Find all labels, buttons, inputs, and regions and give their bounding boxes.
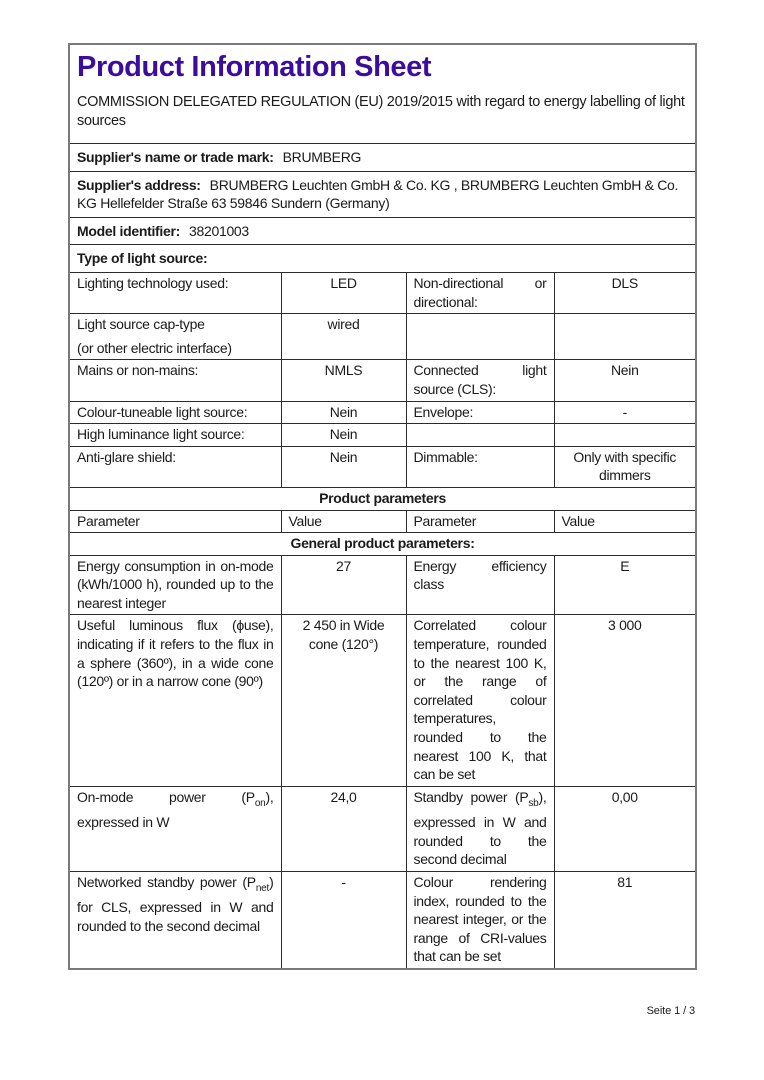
param-label: Dimmable: (406, 446, 554, 487)
page-number: Seite 1 / 3 (646, 1005, 695, 1017)
product-parameters-header-row (69, 487, 696, 510)
row-cap-type (69, 314, 696, 360)
subscript-sb: sb (528, 797, 539, 809)
param-value-empty (554, 424, 696, 447)
param-label: Anti-glare shield: (69, 446, 281, 487)
param-label: High luminance light source: (69, 424, 281, 447)
row-colour-tuneable (69, 401, 696, 424)
param-label-empty (406, 424, 554, 447)
param-value: 27 (281, 555, 406, 615)
param-label-empty (406, 314, 554, 360)
supplier-name-label: Supplier's name or trade mark: (77, 149, 274, 165)
type-of-light-source-label: Type of light source: (77, 250, 208, 267)
param-value: - (554, 401, 696, 424)
param-label: Colour-tuneable light source: (69, 401, 281, 424)
model-identifier-label: Model identifier: (77, 222, 181, 239)
param-label (69, 314, 281, 360)
param-value: NMLS (281, 360, 406, 401)
row-networked-standby (69, 871, 696, 968)
param-value: 3 000 (554, 615, 696, 786)
page-title: Product Information Sheet (77, 51, 432, 83)
subscript-net: net (255, 882, 270, 894)
param-value: 24,0 (281, 786, 406, 871)
param-label: Useful luminous flux (ϕuse), indicating if it refers to the flux in a sphere (360º), in a wide cone (120º) or in a narrow cone (90º) (69, 615, 281, 786)
column-header-parameter: Parameter (69, 510, 281, 533)
param-label: Energy consumption in on-mode (kWh/1000 h), rounded up to the nearest integer (69, 555, 281, 615)
param-value: - (281, 871, 406, 968)
cap-type-line2: (or other electric interface) (77, 339, 232, 356)
supplier-address-value: BRUMBERG Leuchten GmbH & Co. KG , BRUMBERG Leuchten GmbH & Co. KG Hellefelder Straße 63 59846 Sundern (Germany) (77, 176, 679, 212)
supplier-address-row (69, 171, 696, 217)
product-info-table (68, 43, 697, 970)
column-header-parameter: Parameter (406, 510, 554, 533)
param-value: Nein (281, 446, 406, 487)
param-label: On-mode power $(P_{on})$, expressed in W (69, 786, 281, 871)
row-energy-consumption (69, 555, 696, 615)
product-parameters-header: Product parameters (69, 487, 696, 510)
param-value: Nein (281, 424, 406, 447)
row-luminous-flux (69, 615, 696, 786)
param-value: 0,00 (554, 786, 696, 871)
supplier-name-value: BRUMBERG (282, 149, 362, 165)
param-value: Nein (554, 360, 696, 401)
param-value: LED (281, 272, 406, 313)
param-label: Connected light source (CLS): (406, 360, 554, 401)
regulation-subtitle: COMMISSION DELEGATED REGULATION (EU) 2019/2015 with regard to energy labelling of light sources (77, 94, 685, 129)
model-identifier-value: 38201003 (189, 222, 249, 239)
param-label: Envelope: (406, 401, 554, 424)
param-value: Only with specific dimmers (554, 446, 696, 487)
column-header-value: Value (281, 510, 406, 533)
param-label: Lighting technology used: (69, 272, 281, 313)
column-header-row (69, 510, 696, 533)
row-high-luminance (69, 424, 696, 447)
param-label: Non-directional or directional: (406, 272, 554, 313)
model-identifier-row (69, 217, 696, 245)
general-parameters-header: General product parameters: (69, 533, 696, 556)
param-value: 81 (554, 871, 696, 968)
supplier-name-row (69, 144, 696, 172)
type-of-light-source-row (69, 245, 696, 273)
param-label: Colour rendering index, rounded to the nearest integer, or the range of CRI-values that can be set (406, 871, 554, 968)
param-value: DLS (554, 272, 696, 313)
row-on-mode-power (69, 786, 696, 871)
supplier-address-label: Supplier's address: (77, 176, 201, 193)
param-value: Nein (281, 401, 406, 424)
param-value: wired (281, 314, 406, 360)
general-parameters-header-row (69, 533, 696, 556)
param-label: Networked standby power $(P_{net})$ for CLS, expressed in W and rounded to the second decimal (69, 871, 281, 968)
param-label: Energy efficiency class (406, 555, 554, 615)
cap-type-line1: Light source cap-type (77, 316, 205, 333)
param-label: Correlated colour temperature, rounded to the nearest 100 K, or the range of correlated colour temperatures, rounded to the nearest 100 K, that can be set (406, 615, 554, 786)
param-label: Mains or non-mains: (69, 360, 281, 401)
title-row (69, 44, 696, 144)
column-header-value: Value (554, 510, 696, 533)
param-value: 2 450 in Wide cone (120°) (281, 615, 406, 786)
param-value: E (554, 555, 696, 615)
row-anti-glare (69, 446, 696, 487)
row-lighting-technology (69, 272, 696, 313)
param-label: Standby power $(P_{sb})$, expressed in W and rounded to the second decimal (406, 786, 554, 871)
subscript-on: on (254, 797, 266, 809)
row-mains (69, 360, 696, 401)
param-value-empty (554, 314, 696, 360)
